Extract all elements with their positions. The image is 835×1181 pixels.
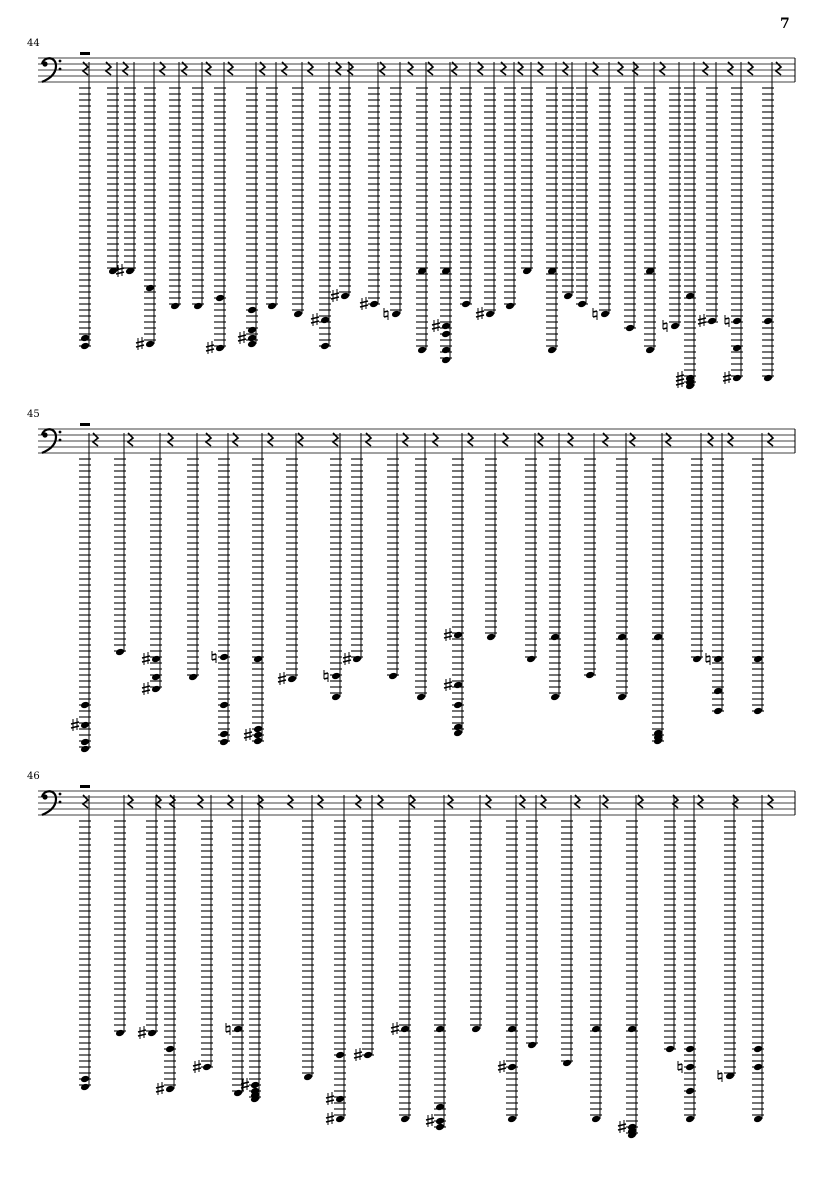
sharp-icon	[498, 1060, 506, 1073]
notehead	[692, 655, 702, 664]
notehead	[293, 310, 303, 319]
notehead	[550, 633, 560, 642]
notehead	[617, 633, 627, 642]
notehead	[80, 1083, 90, 1092]
sharp-icon	[343, 652, 351, 665]
sharp-icon	[238, 331, 246, 344]
sharp-icon	[676, 371, 684, 384]
sharp-icon	[391, 1022, 399, 1035]
notehead	[80, 334, 90, 343]
notehead	[165, 1045, 175, 1054]
notehead	[753, 655, 763, 664]
natural-icon	[226, 1023, 230, 1035]
natural-icon	[324, 670, 328, 682]
staff-system	[0, 409, 835, 769]
notehead	[625, 324, 635, 333]
sharp-icon	[311, 313, 319, 326]
notehead	[219, 738, 229, 747]
sharp-icon	[156, 1082, 164, 1095]
sharp-icon	[193, 1060, 201, 1073]
natural-icon	[212, 651, 216, 663]
notehead	[670, 322, 680, 331]
notehead	[585, 671, 595, 680]
staff-notation	[0, 38, 835, 398]
notehead	[165, 1085, 175, 1094]
notehead	[80, 342, 90, 351]
notehead	[526, 655, 536, 664]
notehead	[653, 633, 663, 642]
notehead	[685, 1045, 695, 1054]
notehead	[441, 346, 451, 355]
notehead	[233, 1025, 243, 1034]
page-number: 7	[780, 16, 790, 32]
sharp-icon	[354, 1048, 362, 1061]
notehead	[145, 284, 155, 293]
notehead	[471, 1025, 481, 1034]
notehead	[441, 330, 451, 339]
staff-system	[0, 38, 835, 398]
notehead	[627, 1025, 637, 1034]
notehead	[732, 344, 742, 353]
notehead	[562, 1059, 572, 1068]
notehead	[320, 342, 330, 351]
notehead	[151, 655, 161, 664]
notehead	[416, 693, 426, 702]
staff-system	[0, 771, 835, 1171]
notehead	[219, 701, 229, 710]
sharp-icon	[331, 289, 339, 302]
measure-number: 45	[27, 409, 40, 420]
notehead	[600, 310, 610, 319]
notehead	[145, 340, 155, 349]
staff-notation	[0, 409, 835, 769]
notehead	[763, 374, 773, 383]
notehead	[753, 1115, 763, 1124]
natural-icon	[384, 308, 388, 320]
sharp-icon	[698, 314, 706, 327]
notehead	[713, 687, 723, 696]
notehead	[170, 302, 180, 311]
notehead	[287, 675, 297, 684]
natural-icon	[593, 308, 597, 320]
notehead	[591, 1025, 601, 1034]
sharp-icon	[444, 628, 452, 641]
notehead	[461, 300, 471, 309]
sharp-icon	[142, 682, 150, 695]
natural-icon	[725, 315, 729, 327]
sharp-icon	[432, 319, 440, 332]
notehead	[505, 302, 515, 311]
notehead	[591, 1115, 601, 1124]
notehead	[753, 1045, 763, 1054]
notehead	[453, 631, 463, 640]
notehead	[527, 1041, 537, 1050]
notehead	[617, 693, 627, 702]
notehead	[115, 1029, 125, 1038]
notehead	[331, 672, 341, 681]
sharp-icon	[206, 341, 214, 354]
notehead	[233, 1089, 243, 1098]
notehead	[303, 1073, 313, 1082]
notehead	[219, 730, 229, 739]
notehead	[215, 294, 225, 303]
sharp-icon	[326, 1092, 334, 1105]
staff-notation	[0, 771, 835, 1171]
notehead	[151, 685, 161, 694]
measure-number: 46	[27, 771, 40, 782]
notehead	[147, 1029, 157, 1038]
notehead	[335, 1095, 345, 1104]
notehead	[707, 317, 717, 326]
notehead	[80, 701, 90, 710]
notehead	[253, 737, 263, 746]
measure-number: 44	[27, 38, 40, 49]
sharp-icon	[138, 1026, 146, 1039]
notehead	[247, 306, 257, 315]
notehead	[713, 655, 723, 664]
notehead	[713, 707, 723, 716]
whole-rest-icon	[80, 785, 90, 788]
notehead	[732, 374, 742, 383]
notehead	[247, 340, 257, 349]
notehead	[441, 322, 451, 331]
notehead	[400, 1115, 410, 1124]
notehead	[550, 693, 560, 702]
sharp-icon	[723, 371, 731, 384]
notehead	[80, 745, 90, 754]
sharp-icon	[142, 652, 150, 665]
notehead	[115, 648, 125, 657]
notehead	[453, 701, 463, 710]
notehead	[80, 721, 90, 730]
sharp-icon	[476, 307, 484, 320]
notehead	[391, 310, 401, 319]
notehead	[685, 1115, 695, 1124]
notehead	[435, 1123, 445, 1132]
sharp-icon	[244, 728, 252, 741]
notehead	[417, 346, 427, 355]
notehead	[151, 673, 161, 682]
notehead	[763, 317, 773, 326]
notehead	[202, 1063, 212, 1072]
notehead	[435, 1103, 445, 1112]
notehead	[547, 346, 557, 355]
notehead	[563, 292, 573, 301]
sharp-icon	[136, 337, 144, 350]
notehead	[453, 729, 463, 738]
notehead	[507, 1115, 517, 1124]
notehead	[331, 693, 341, 702]
notehead	[453, 681, 463, 690]
notehead	[753, 707, 763, 716]
notehead	[219, 653, 229, 662]
notehead	[435, 1025, 445, 1034]
notehead	[80, 738, 90, 747]
notehead	[753, 1063, 763, 1072]
notehead	[188, 673, 198, 682]
sharp-icon	[326, 1112, 334, 1125]
notehead	[577, 300, 587, 309]
notehead	[685, 292, 695, 301]
notehead	[80, 1075, 90, 1084]
whole-rest-icon	[80, 52, 90, 55]
sharp-icon	[618, 1120, 626, 1133]
notehead	[340, 292, 350, 301]
sharp-icon	[360, 297, 368, 310]
notehead	[193, 302, 203, 311]
sharp-icon	[71, 718, 79, 731]
notehead	[253, 655, 263, 664]
notehead	[685, 1063, 695, 1072]
whole-rest-icon	[80, 423, 90, 426]
sharp-icon	[278, 672, 286, 685]
natural-icon	[718, 1070, 722, 1082]
notehead	[665, 1045, 675, 1054]
notehead	[645, 346, 655, 355]
notehead	[363, 1051, 373, 1060]
natural-icon	[706, 653, 710, 665]
notehead	[215, 344, 225, 353]
notehead	[400, 1025, 410, 1034]
notehead	[335, 1115, 345, 1124]
notehead	[267, 302, 277, 311]
notehead	[732, 317, 742, 326]
notehead	[335, 1051, 345, 1060]
natural-icon	[678, 1061, 682, 1073]
sharp-icon	[426, 1114, 434, 1127]
notehead	[507, 1025, 517, 1034]
notehead	[685, 1087, 695, 1096]
sharp-icon	[444, 678, 452, 691]
notehead	[369, 300, 379, 309]
notehead	[388, 672, 398, 681]
notehead	[247, 326, 257, 335]
natural-icon	[663, 320, 667, 332]
notehead	[485, 310, 495, 319]
notehead	[441, 356, 451, 365]
notehead	[486, 633, 496, 642]
notehead	[320, 316, 330, 325]
notehead	[352, 655, 362, 664]
notehead	[507, 1063, 517, 1072]
